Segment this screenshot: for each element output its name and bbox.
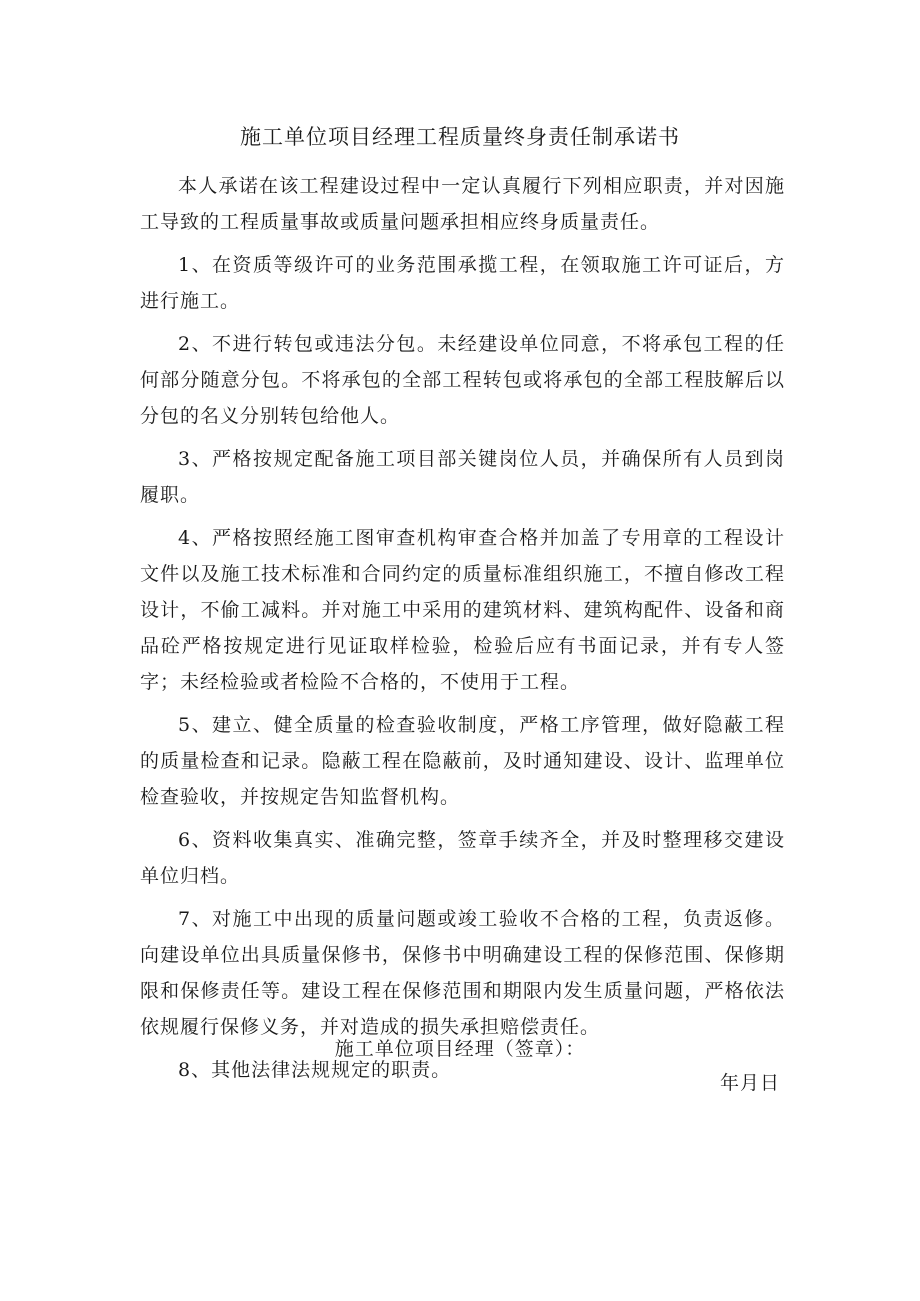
clause-4: 4、严格按照经施工图审查机构审查合格并加盖了专用章的工程设计文件以及施工技术标准和合同约定的质量标准组织施工，不擅自修改工程设计，不偷工减料。并对施工中采用的建筑材料、建筑构配件、设备和商品砼严格按规定进行见证取样检验，检验后应有书面记录，并有专人签字；未经检验或者检险不合格的，不使用于工程。 [140, 527, 785, 693]
clause-5: 5、建立、健全质量的检查验收制度，严格工序管理，做好隐蔽工程的质量检查和记录。隐蔽工程在隐蔽前，及时通知建设、设计、监理单位检查验收，并按规定告知监督机构。 [140, 714, 785, 808]
signature-label: 施工单位项目经理（签章）： [334, 1038, 586, 1060]
clause-3: 3、严格按规定配备施工项目部关键岗位人员，并确保所有人员到岗履职。 [140, 448, 785, 506]
intro-paragraph: 本人承诺在该工程建设过程中一定认真履行下列相应职责，并对因施工导致的工程质量事故或质量问题承担相应终身质量责任。 [140, 175, 785, 233]
clause-2: 2、不进行转包或违法分包。未经建设单位同意，不将承包工程的任何部分随意分包。不将承包的全部工程转包或将承包的全部工程肢解后以分包的名义分别转包给他人。 [140, 333, 785, 427]
clause-6: 6、资料收集真实、准确完整，签章手续齐全，并及时整理移交建设单位归档。 [140, 829, 785, 887]
clause-7: 7、对施工中出现的质量问题或竣工验收不合格的工程，负责返修。向建设单位出具质量保修书，保修书中明确建设工程的保修范围、保修期限和保修责任等。建设工程在保修范围和期限内发生质量问题，严格依法依规履行保修义务，并对造成的损失承担赔偿责任。 [140, 908, 785, 1038]
date-label: 年月日 [719, 1072, 780, 1094]
clause-1: 1、在资质等级许可的业务范围承揽工程，在领取施工许可证后，方进行施工。 [140, 254, 785, 312]
clause-8: 8、其他法律法规规定的职责。 [178, 1059, 452, 1081]
document-title: 施工单位项目经理工程质量终身责任制承诺书 [240, 125, 680, 149]
document-body [140, 168, 785, 1095]
